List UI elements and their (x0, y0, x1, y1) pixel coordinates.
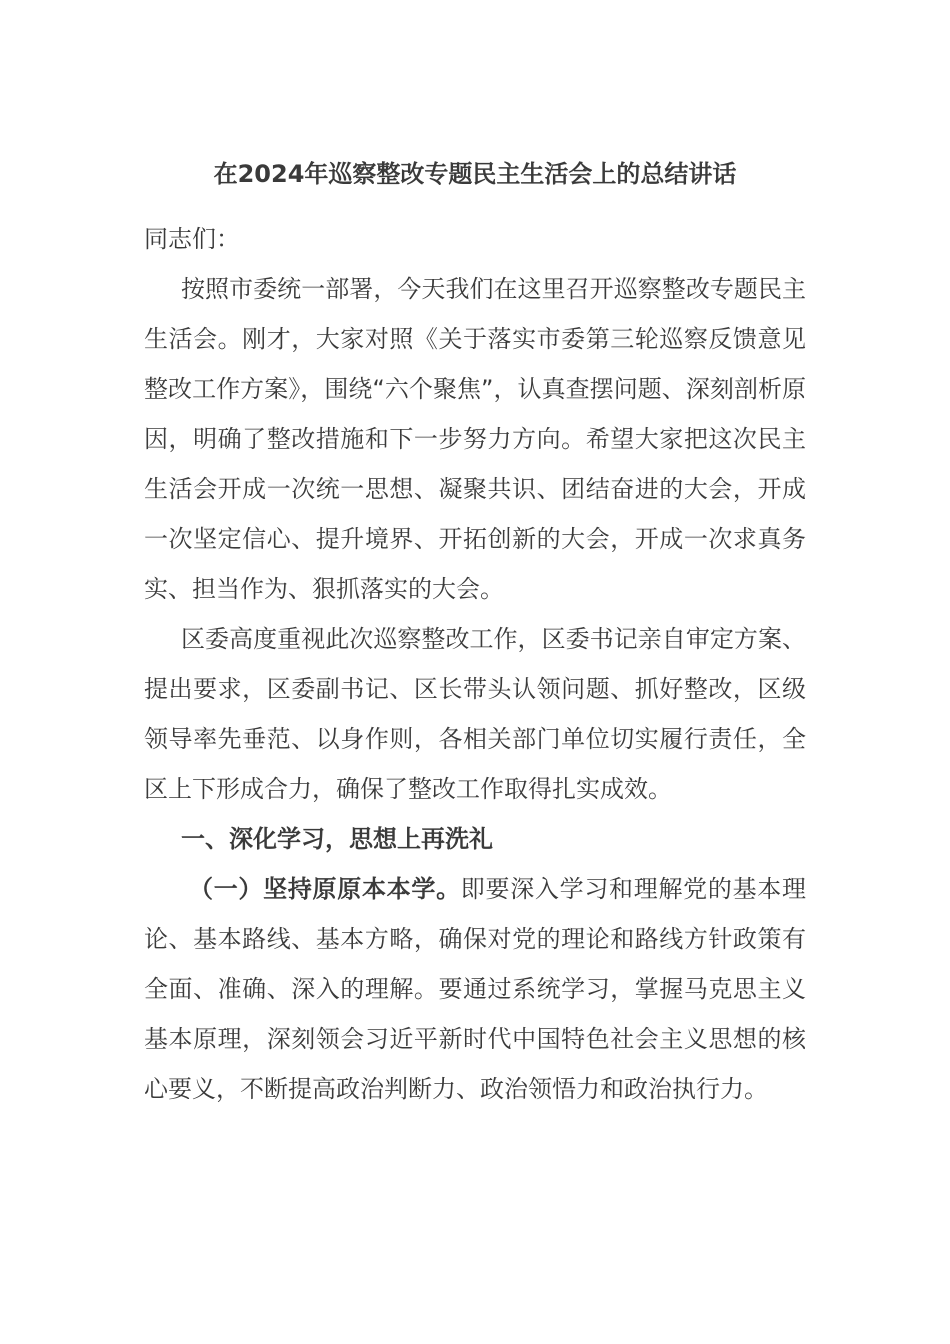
document-title: 在2024年巡察整改专题民主生活会上的总结讲话 (213, 160, 737, 188)
section-heading: 一、深化学习，思想上再洗礼 (181, 825, 493, 853)
paragraph-progress: 区委高度重视此次巡察整改工作，区委书记亲自审定方案、提出要求，区委副书记、区长带头认领问题、抓好整改，区级领导率先垂范、以身作则，各相关部门单位切实履行责任，全区上下形成合力，确保了整改工作取得扎实成效。 (144, 625, 806, 803)
document-body (144, 214, 806, 1114)
salutation: 同志们： (144, 225, 240, 253)
paragraph-opening: 按照市委统一部署，今天我们在这里召开巡察整改专题民主生活会。刚才，大家对照《关于落实市委第三轮巡察反馈意见整改工作方案》，围绕“六个聚焦”，认真查摆问题、深刻剖析原因，明确了整改措施和下一步努力方向。希望大家把这次民主生活会开成一次统一思想、凝聚共识、团结奋进的大会，开成一次坚定信心、提升境界、开拓创新的大会，开成一次求真务实、担当作为、狠抓落实的大会。 (144, 275, 806, 603)
subsection-paragraph (144, 864, 806, 1114)
subsection-text: 即要深入学习和理解党的基本理论、基本路线、基本方略，确保对党的理论和路线方针政策有全面、准确、深入的理解。要通过系统学习，掌握马克思主义基本原理，深刻领会习近平新时代中国特色社会主义思想的核心要义，不断提高政治判断力、政治领悟力和政治执行力。 (144, 875, 807, 1103)
subsection-heading: （一）坚持原原本本学。 (189, 875, 461, 903)
